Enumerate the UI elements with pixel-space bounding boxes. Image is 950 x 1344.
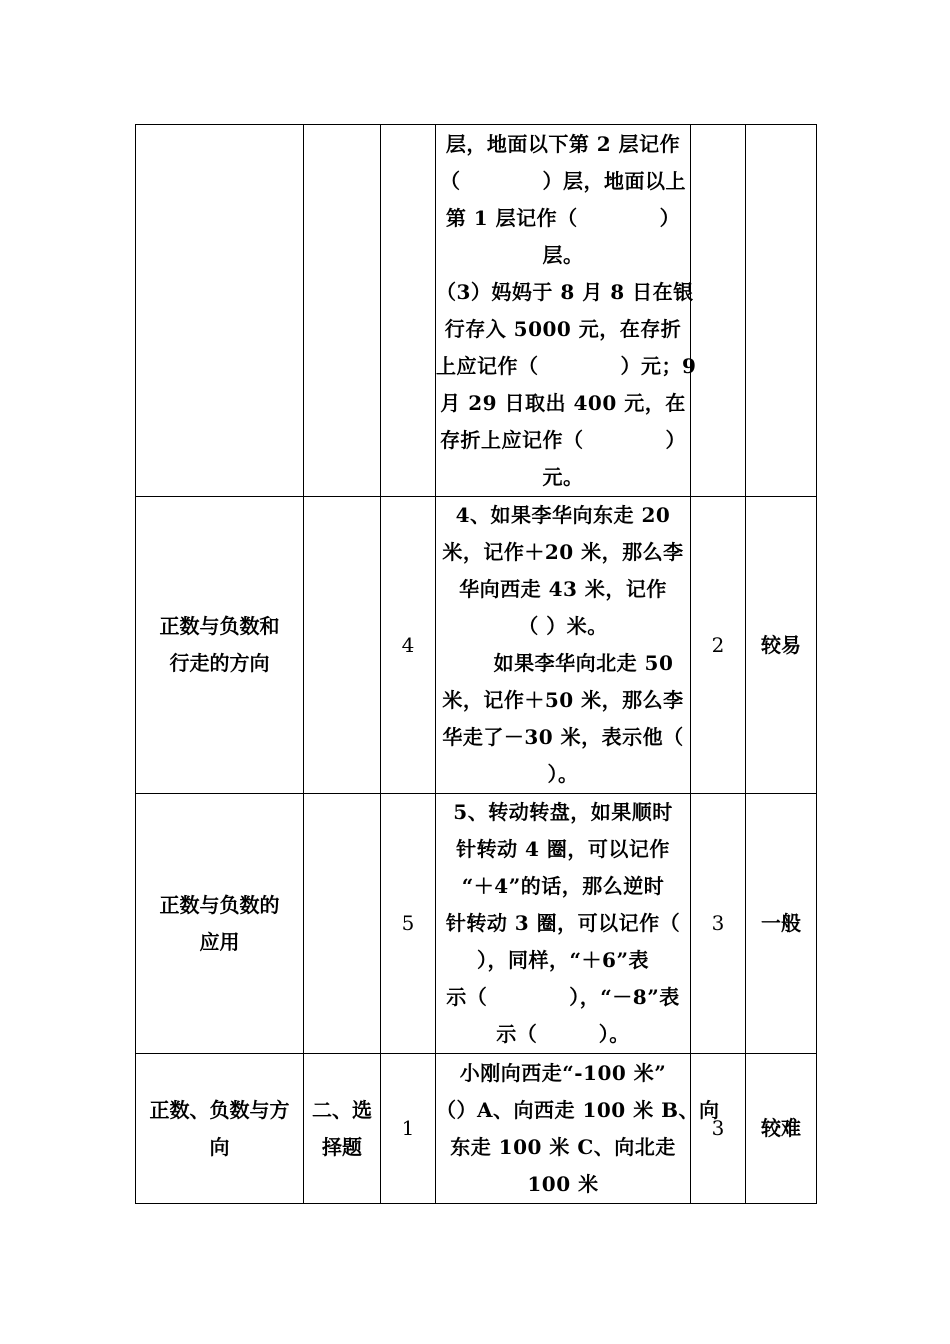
question-line: 米，记作＋50 米，那么李 bbox=[442, 688, 684, 712]
question-line: “＋4”的话，那么逆时 bbox=[461, 874, 665, 898]
number-cell: 5 bbox=[381, 794, 436, 1054]
table-row bbox=[136, 794, 817, 1054]
topic-line: 正数与负数和 bbox=[159, 614, 280, 638]
question-line: 第 1 层记作（ ） bbox=[445, 205, 681, 230]
topic-line: 向 bbox=[209, 1134, 230, 1159]
question-line: 小刚向西走“-100 米” bbox=[459, 1060, 667, 1085]
difficulty-cell bbox=[746, 125, 817, 497]
type-line: 二、选 bbox=[312, 1097, 372, 1122]
table-row bbox=[136, 497, 817, 794]
table-row bbox=[136, 1054, 817, 1204]
score-cell: 3 bbox=[691, 1054, 746, 1204]
question-line: 上应记作（ ）元；9 bbox=[436, 353, 697, 378]
question-line: 月 29 日取出 400 元，在 bbox=[440, 390, 686, 415]
question-cell bbox=[436, 1054, 720, 1204]
question-line: 针转动 3 圈，可以记作（ bbox=[445, 911, 681, 935]
score-cell: 3 bbox=[691, 794, 746, 1054]
type-cell bbox=[304, 794, 381, 1054]
difficulty-cell: 一般 bbox=[746, 794, 817, 1054]
question-line: （ ）米。 bbox=[518, 614, 608, 638]
topic-line: 行走的方向 bbox=[169, 651, 270, 675]
question-line: 如果李华向北走 50 bbox=[452, 651, 674, 675]
question-table bbox=[135, 124, 817, 1204]
question-line: 针转动 4 圈，可以记作 bbox=[456, 837, 670, 861]
question-cell bbox=[436, 497, 691, 794]
question-line: 4、如果李华向东走 20 bbox=[455, 503, 671, 527]
question-line: 层，地面以下第 2 层记作 bbox=[445, 131, 681, 156]
question-line: ），同样，“＋6”表 bbox=[477, 948, 649, 972]
question-line: 华向西走 43 米，记作 bbox=[459, 577, 667, 601]
type-cell bbox=[304, 1054, 381, 1204]
topic-cell bbox=[136, 497, 304, 794]
question-line: （ ）层，地面以上 bbox=[440, 168, 686, 193]
number-cell: 4 bbox=[381, 497, 436, 794]
type-cell bbox=[304, 497, 381, 794]
question-line: 100 米 bbox=[527, 1171, 599, 1196]
question-line: （3）妈妈于 8 月 8 日在银 bbox=[436, 279, 694, 304]
question-line: 示（ ），“－8”表 bbox=[446, 985, 680, 1009]
question-line: 米，记作＋20 米，那么李 bbox=[442, 540, 684, 564]
question-line: 存折上应记作（ ） bbox=[440, 427, 686, 452]
number-cell: 1 bbox=[381, 1054, 436, 1204]
question-line: 示（ ）。 bbox=[496, 1022, 630, 1046]
topic-line: 正数、负数与方 bbox=[149, 1097, 290, 1122]
topic-line: 应用 bbox=[199, 929, 240, 954]
topic-cell bbox=[136, 794, 304, 1054]
score-cell bbox=[691, 125, 746, 497]
table-row bbox=[136, 125, 817, 497]
number-cell bbox=[381, 125, 436, 497]
type-line: 择题 bbox=[322, 1134, 362, 1159]
question-line: 华走了－30 米，表示他（ bbox=[442, 725, 684, 749]
question-line: 东走 100 米 C、向北走 bbox=[450, 1134, 676, 1159]
score-cell: 2 bbox=[691, 497, 746, 794]
question-line: 层。 bbox=[542, 242, 584, 267]
question-cell bbox=[436, 794, 691, 1054]
question-line: ）。 bbox=[547, 762, 579, 786]
question-line: 行存入 5000 元，在存折 bbox=[444, 316, 682, 341]
question-cell bbox=[436, 125, 697, 497]
type-cell bbox=[304, 125, 381, 497]
question-line: 5、转动转盘，如果顺时 bbox=[453, 800, 673, 824]
difficulty-cell: 较易 bbox=[746, 497, 817, 794]
difficulty-cell: 较难 bbox=[746, 1054, 817, 1204]
question-line: 元。 bbox=[542, 464, 584, 489]
topic-cell bbox=[136, 125, 304, 497]
topic-cell bbox=[136, 1054, 304, 1204]
topic-line: 正数与负数的 bbox=[159, 892, 280, 917]
question-line: （）A、向西走 100 米 B、向 bbox=[436, 1097, 720, 1122]
